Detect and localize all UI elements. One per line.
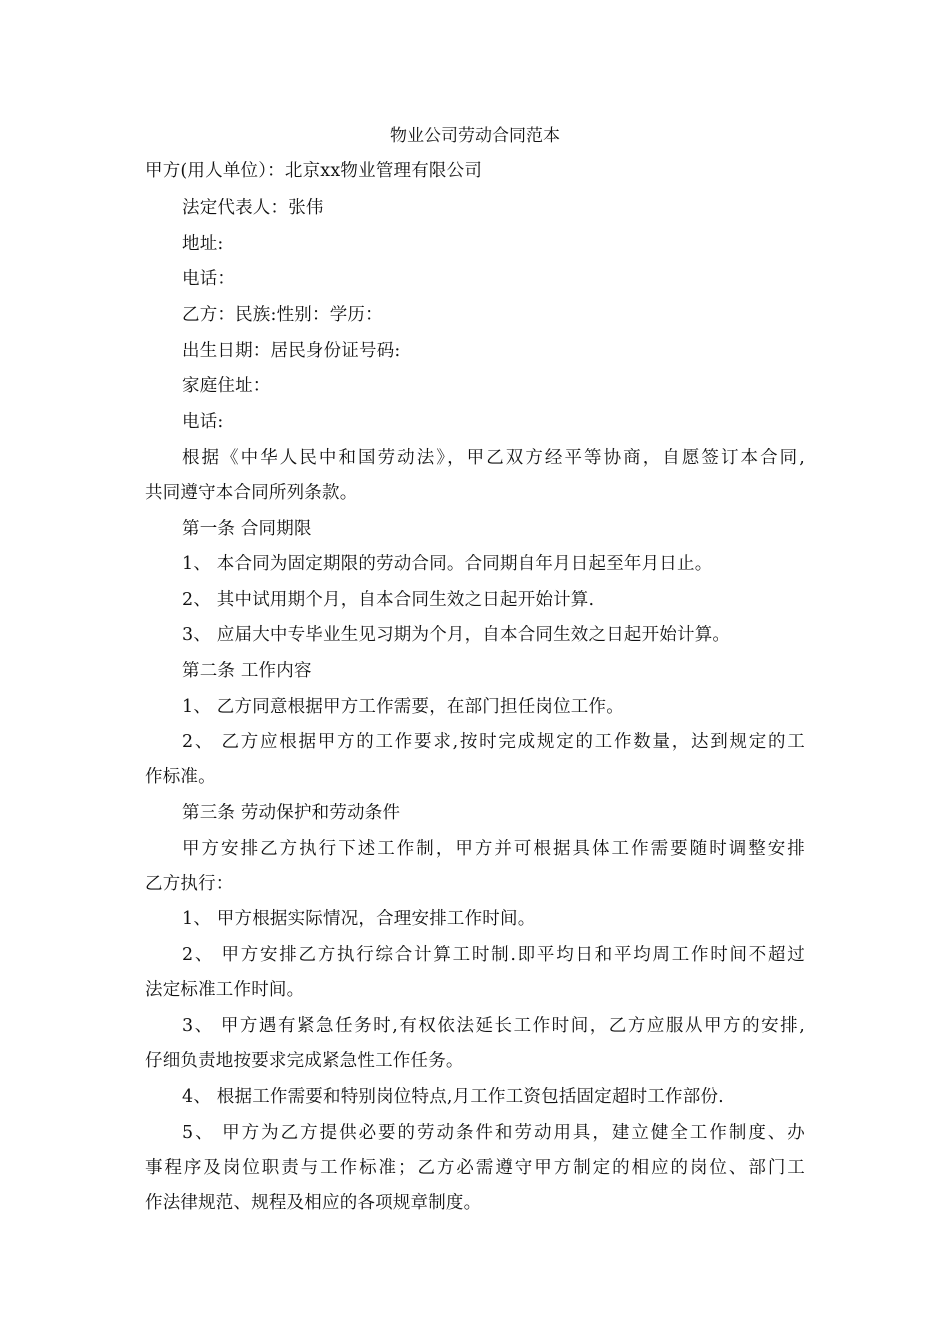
preamble-line-1: 根据《中华人民中和国劳动法》，甲乙双方经平等协商，自愿签订本合同, (182, 448, 805, 468)
article-3-item-4: 4、 根据工作需要和特别岗位特点,月工作工资包括固定超时工作部份. (182, 1087, 724, 1107)
article-2-item-2-line-2: 作标准。 (145, 767, 216, 787)
article-3-intro-line-2: 乙方执行： (145, 874, 234, 894)
article-2-item-2-line-1: 2、 乙方应根据甲方的工作要求,按时完成规定的工作数量，达到规定的工 (182, 732, 805, 752)
article-1-item-2: 2、 其中试用期个月，自本合同生效之日起开始计算. (182, 590, 595, 610)
party-b-line: 乙方：民族:性别：学历： (182, 305, 383, 325)
article-2-item-1: 1、 乙方同意根据甲方工作需要，在部门担任岗位工作。 (182, 697, 624, 717)
article-3-item-1: 1、 甲方根据实际情况，合理安排工作时间。 (182, 909, 536, 929)
home-address-line: 家庭住址： (182, 376, 271, 396)
party-a-address-line: 地址: (182, 234, 224, 254)
party-a-phone-line: 电话： (182, 269, 236, 289)
article-2-heading: 第二条 工作内容 (182, 661, 312, 681)
preamble-line-2: 共同遵守本合同所列条款。 (145, 483, 358, 503)
document-title: 物业公司劳动合同范本 (390, 126, 560, 146)
article-3-intro-line-1: 甲方安排乙方执行下述工作制，甲方并可根据具体工作需要随时调整安排 (182, 839, 805, 859)
party-a-line: 甲方(用人单位）：北京xx物业管理有限公司 (145, 161, 483, 181)
article-3-heading: 第三条 劳动保护和劳动条件 (182, 803, 401, 823)
article-1-heading: 第一条 合同期限 (182, 519, 312, 539)
party-b-phone-line: 电话: (182, 412, 224, 432)
article-1-item-3: 3、 应届大中专毕业生见习期为个月，自本合同生效之日起开始计算。 (182, 625, 731, 645)
article-3-item-2-line-2: 法定标准工作时间。 (145, 980, 305, 1000)
article-3-item-3-line-1: 3、 甲方遇有紧急任务时,有权依法延长工作时间，乙方应服从甲方的安排, (182, 1016, 805, 1036)
article-1-item-1: 1、 本合同为固定期限的劳动合同。合同期自年月日起至年月日止。 (182, 554, 713, 574)
article-3-item-5-line-1: 5、 甲方为乙方提供必要的劳动条件和劳动用具，建立健全工作制度、办 (182, 1123, 805, 1143)
article-3-item-5-line-3: 作法律规范、规程及相应的各项规章制度。 (145, 1193, 482, 1213)
birth-id-line: 出生日期：居民身份证号码: (182, 341, 401, 361)
article-3-item-5-line-2: 事程序及岗位职责与工作标准；乙方必需遵守甲方制定的相应的岗位、部门工 (145, 1158, 805, 1178)
article-3-item-2-line-1: 2、 甲方安排乙方执行综合计算工时制.即平均日和平均周工作时间不超过 (182, 945, 805, 965)
article-3-item-3-line-2: 仔细负责地按要求完成紧急性工作任务。 (145, 1051, 464, 1071)
legal-representative-line: 法定代表人：张伟 (182, 198, 324, 218)
